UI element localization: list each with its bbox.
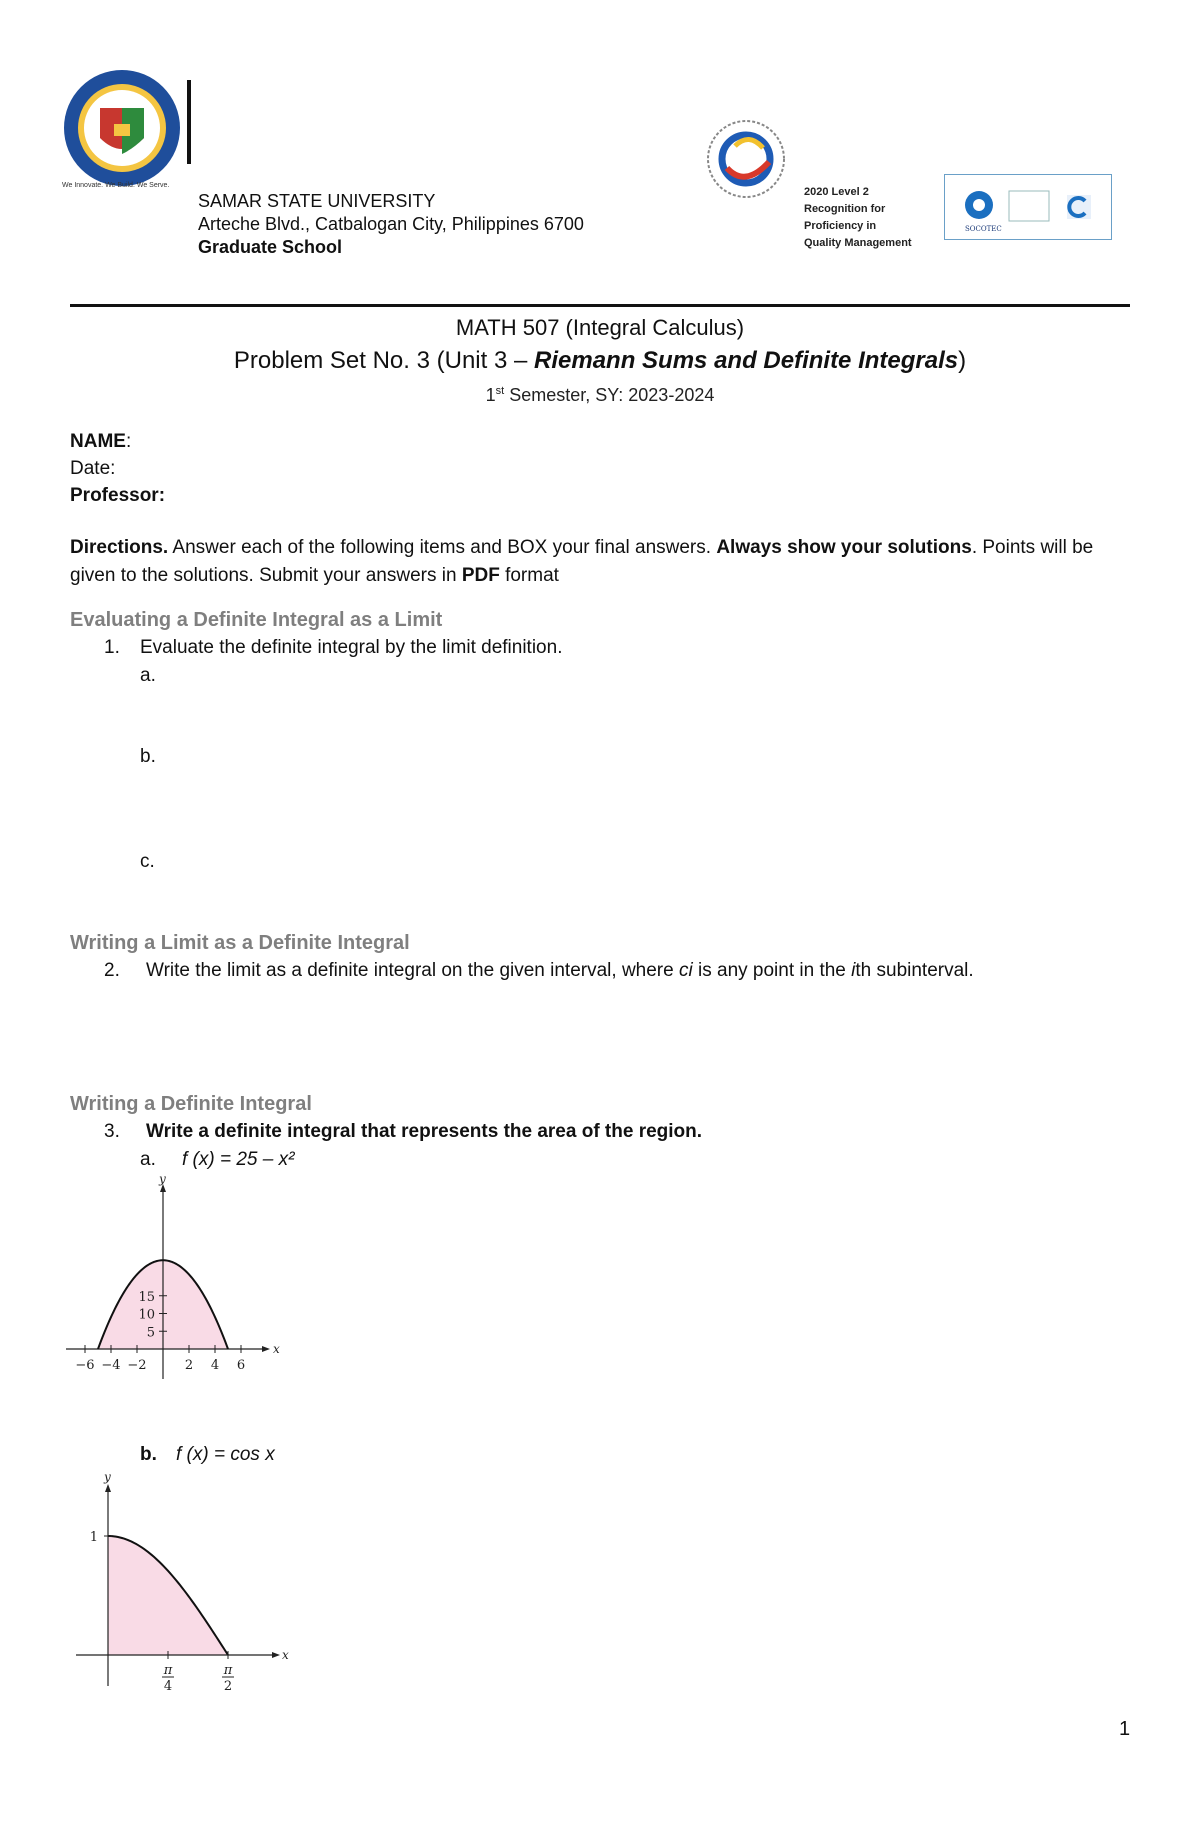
recognition-line-1: 2020 Level 2 xyxy=(804,186,869,198)
recognition-text xyxy=(804,184,934,252)
course-title: MATH 507 (Integral Calculus) xyxy=(455,315,745,340)
q3-part-a: a. xyxy=(140,1149,156,1170)
problem-set-title xyxy=(70,344,1130,378)
certification-badge xyxy=(944,174,1112,240)
directions-bold-1: Always show your solutions xyxy=(716,537,972,558)
q2-text-2: is any point in the xyxy=(692,960,852,981)
q3-a-function: f (x) = 25 – x² xyxy=(182,1149,295,1170)
header-divider xyxy=(187,80,191,164)
student-info xyxy=(70,428,165,509)
professor-label: Professor: xyxy=(70,485,166,506)
header-rule xyxy=(70,304,1130,307)
section-title-3: Writing a Definite Integral xyxy=(70,1093,312,1115)
sem-rest: Semester, SY: 2023-2024 xyxy=(504,385,715,405)
q3-number: 3. xyxy=(104,1121,120,1142)
y-tick-label: 1 xyxy=(89,1530,98,1545)
university-address: Arteche Blvd., Catbalogan City, Philippines 6700 xyxy=(198,214,584,234)
q1-part-b: b. xyxy=(140,746,156,767)
x-tick-label: −4 xyxy=(101,1358,121,1373)
x-tick-label-denominator: 4 xyxy=(163,1679,173,1694)
pset-prefix: Problem Set No. 3 (Unit 3 – xyxy=(233,347,535,374)
x-tick-label-numerator: π xyxy=(223,1663,233,1678)
name-line xyxy=(70,428,165,455)
q2-number: 2. xyxy=(104,960,120,981)
x-tick-label: −2 xyxy=(127,1358,147,1373)
x-tick-label: −6 xyxy=(75,1358,95,1373)
pset-suffix: ) xyxy=(958,347,967,374)
sem-sup: st xyxy=(495,385,505,397)
x-tick-label-numerator: π xyxy=(163,1663,173,1678)
date-label: Date: xyxy=(70,458,116,479)
sem-num: 1 xyxy=(485,385,496,405)
name-colon: : xyxy=(125,431,132,452)
cert-label: SOCOTEC xyxy=(965,225,1002,233)
x-axis-arrow xyxy=(272,1652,280,1658)
region-fill xyxy=(108,1536,228,1655)
graph-parabola xyxy=(66,1174,292,1392)
graduate-school: Graduate School xyxy=(198,237,343,257)
recognition-line-2: Recognition for xyxy=(804,203,886,215)
q2-text xyxy=(146,960,974,982)
q1-part-c: c. xyxy=(140,851,155,872)
section-title-1: Evaluating a Definite Integral as a Limit xyxy=(70,609,443,631)
university-info xyxy=(198,190,584,259)
y-tick-label: 5 xyxy=(146,1325,155,1341)
title-block xyxy=(70,312,1130,408)
pset-topic: Riemann Sums and Definite Integrals xyxy=(534,347,959,374)
q2-text-1: Write the limit as a definite integral on the given interval, where xyxy=(146,960,679,981)
semester-line xyxy=(70,378,1130,408)
x-axis-label: x xyxy=(282,1648,289,1662)
directions-text-3: format xyxy=(499,565,559,586)
directions xyxy=(70,534,1135,590)
q2-text-3: th subinterval. xyxy=(855,960,974,981)
q3-b-function: f (x) = cos x xyxy=(176,1444,275,1465)
x-tick-label: 6 xyxy=(236,1358,246,1373)
quality-award-logo xyxy=(705,118,787,200)
directions-text-2: . Points will be given to the solutions. Submit your answers in xyxy=(70,537,1094,586)
y-axis-label: y xyxy=(104,1470,111,1484)
university-seal xyxy=(62,68,182,188)
directions-text-1: Answer each of the following items and BOX your final answers. xyxy=(168,537,717,558)
section-title-2: Writing a Limit as a Definite Integral xyxy=(70,932,410,954)
q1-number: 1. xyxy=(104,637,120,658)
x-axis-arrow xyxy=(262,1346,270,1352)
seal-motto: We Innovate. We Build. We Serve. xyxy=(62,182,170,189)
recognition-line-4: Quality Management xyxy=(804,237,912,249)
q1-text: Evaluate the definite integral by the limit definition. xyxy=(140,637,563,658)
q2-ci: ci xyxy=(678,960,693,981)
q2-i: i xyxy=(851,960,856,981)
q1-part-a: a. xyxy=(140,665,156,686)
x-tick-label-denominator: 2 xyxy=(223,1679,233,1694)
y-axis-label: y xyxy=(159,1174,166,1186)
graph-cosine xyxy=(66,1470,292,1698)
y-axis-arrow xyxy=(105,1484,111,1492)
x-tick-label: 2 xyxy=(184,1358,194,1373)
page-number: 1 xyxy=(1119,1718,1131,1740)
name-label: NAME xyxy=(70,431,126,452)
recognition-line-3: Proficiency in xyxy=(804,220,877,232)
y-tick-label: 10 xyxy=(138,1307,155,1323)
q3-text: Write a definite integral that represents the area of the region. xyxy=(146,1121,703,1142)
x-tick-label: 4 xyxy=(210,1358,220,1373)
directions-bold-2: PDF xyxy=(461,565,500,586)
directions-label: Directions. xyxy=(70,537,169,558)
y-tick-label: 15 xyxy=(138,1289,155,1305)
q3-part-b: b. xyxy=(140,1444,157,1465)
x-axis-label: x xyxy=(273,1342,280,1356)
university-name: SAMAR STATE UNIVERSITY xyxy=(198,191,436,211)
